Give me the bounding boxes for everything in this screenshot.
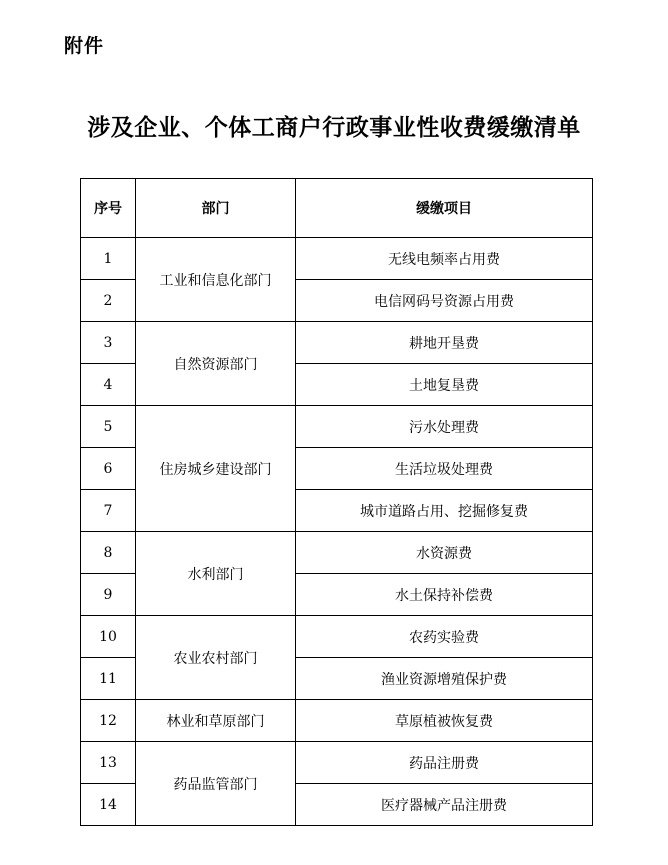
department-cell: 药品监管部门: [136, 742, 296, 826]
document-title: 涉及企业、个体工商户行政事业性收费缓缴清单: [87, 114, 581, 141]
row-number: 12: [81, 700, 136, 742]
department-cell: 住房城乡建设部门: [136, 406, 296, 532]
row-number: 11: [81, 658, 136, 700]
header-number: 序号: [81, 179, 136, 238]
department-cell: 自然资源部门: [136, 322, 296, 406]
header-department: 部门: [136, 179, 296, 238]
row-number: 2: [81, 280, 136, 322]
deferral-item: 草原植被恢复费: [296, 700, 593, 742]
row-number: 6: [81, 448, 136, 490]
fee-deferral-table: [80, 178, 593, 826]
attachment-label: 附件: [64, 35, 105, 57]
table-row: [81, 406, 593, 448]
deferral-item: 渔业资源增殖保护费: [296, 658, 593, 700]
row-number: 7: [81, 490, 136, 532]
department-cell: 农业农村部门: [136, 616, 296, 700]
row-number: 5: [81, 406, 136, 448]
header-deferral-item: 缓缴项目: [296, 179, 593, 238]
table-row: [81, 700, 593, 742]
deferral-item: 水土保持补偿费: [296, 574, 593, 616]
table-header-row: [81, 179, 593, 238]
deferral-item: 生活垃圾处理费: [296, 448, 593, 490]
table-row: [81, 532, 593, 574]
deferral-item: 污水处理费: [296, 406, 593, 448]
deferral-item: 水资源费: [296, 532, 593, 574]
table-row: [81, 238, 593, 280]
row-number: 14: [81, 784, 136, 826]
row-number: 3: [81, 322, 136, 364]
row-number: 9: [81, 574, 136, 616]
row-number: 8: [81, 532, 136, 574]
deferral-item: 耕地开垦费: [296, 322, 593, 364]
deferral-item: 城市道路占用、挖掘修复费: [296, 490, 593, 532]
row-number: 10: [81, 616, 136, 658]
deferral-item: 土地复垦费: [296, 364, 593, 406]
deferral-item: 医疗器械产品注册费: [296, 784, 593, 826]
department-cell: 工业和信息化部门: [136, 238, 296, 322]
deferral-item: 电信网码号资源占用费: [296, 280, 593, 322]
table-row: [81, 616, 593, 658]
row-number: 1: [81, 238, 136, 280]
table-body: [81, 238, 593, 826]
row-number: 13: [81, 742, 136, 784]
table-row: [81, 322, 593, 364]
deferral-item: 药品注册费: [296, 742, 593, 784]
row-number: 4: [81, 364, 136, 406]
department-cell: 林业和草原部门: [136, 700, 296, 742]
deferral-item: 无线电频率占用费: [296, 238, 593, 280]
table-row: [81, 742, 593, 784]
deferral-item: 农药实验费: [296, 616, 593, 658]
department-cell: 水利部门: [136, 532, 296, 616]
